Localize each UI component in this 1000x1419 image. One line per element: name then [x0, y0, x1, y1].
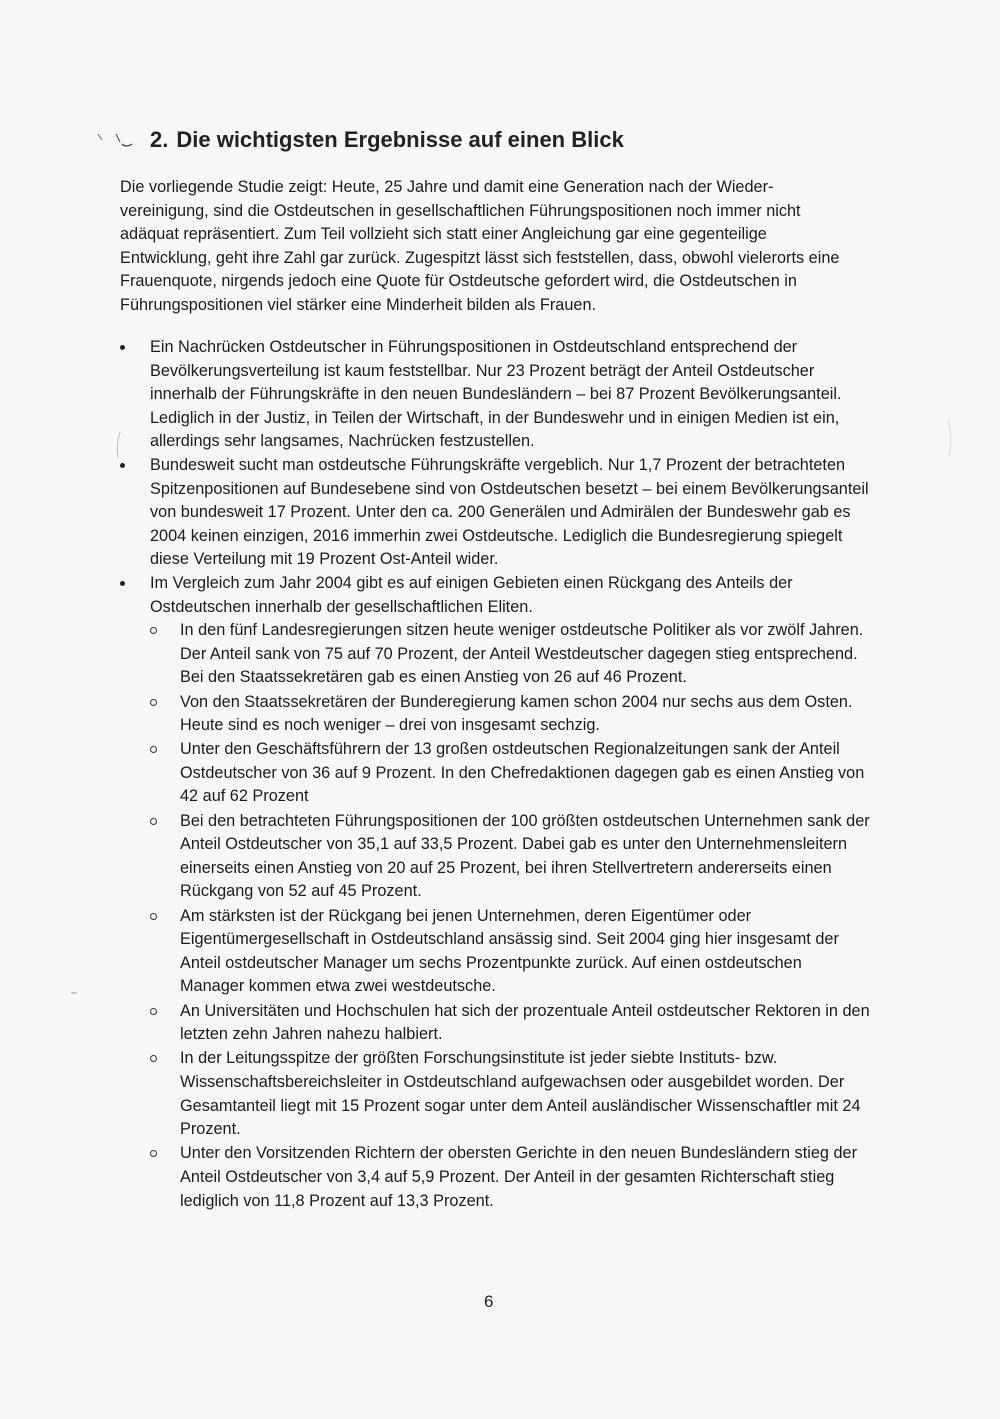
bullet-dot-icon: [120, 581, 125, 586]
scan-smudge-mark: [944, 418, 956, 458]
finding-text: Ein Nachrücken Ostdeutscher in Führungspositionen in Ostdeutschland entsprechend der Bevölkerungsverteilung ist kaum feststellbar. Nur 23 Prozent beträgt der Anteil Ostdeutscher innerhalb der Führungskräfte in den neuen Bundesländern – bei 87 Prozent Bevölkerungsanteil. Lediglich in der Justiz, in Teilen der Wirtschaft, in der Bundeswehr und in einigen Medien ist ein, allerdings sehr langsames, Nachrücken festzustellen.: [150, 338, 842, 451]
intro-paragraph: Die vorliegende Studie zeigt: Heute, 25 Jahre und damit eine Generation nach der Wieder-vereinigung, sind die Ostdeutschen in gesellschaftlichen Führungspositionen noch immer nicht adäquat repräsentiert. Zum Teil vollzieht sich statt einer Angleichung gar eine gegenteilige Entwicklung, geht ihre Zahl gar zurück. Zugespitzt lässt sich feststellen, dass, obwohl vielerorts eine Frauenquote, nirgends jedoch eine Quote für Ostdeutsche gefordert wird, die Ostdeutschen in Führungspositionen viel stärker eine Minderheit bilden als Frauen.: [120, 178, 840, 314]
bullet-circle-icon: [150, 1150, 157, 1157]
bullet-circle-icon: [150, 913, 157, 920]
sub-finding-text: Am stärksten ist der Rückgang bei jenen Unternehmen, deren Eigentümer oder Eigentümergesellschaft in Ostdeutschland ansässig sind. Seit 2004 ging hier insgesamt der Anteil ostdeutscher Manager um sechs Prozentpunkte zurück. Auf einen ostdeutschen Manager kommen etwa zwei westdeutsche.: [180, 906, 839, 996]
sub-finding-item: [150, 738, 870, 809]
bullet-circle-icon: [150, 627, 157, 634]
findings-list: [120, 336, 870, 1214]
sub-finding-text: In der Leitungsspitze der größten Forschungsinstitute ist jeder siebte Instituts- bzw. Wissenschaftsbereichsleiter in Ostdeutschland aufgewachsen oder ausgebildet worden. Der Gesamtanteil liegt mit 15 Prozent sogar unter dem Anteil ausländischer Wissenschaftler mit 24 Prozent.: [180, 1049, 861, 1139]
sub-finding-item: [150, 1047, 870, 1141]
scan-smudge-mark: [112, 430, 124, 460]
sub-finding-item: [150, 1142, 870, 1213]
sub-finding-item: [150, 1000, 870, 1047]
bullet-circle-icon: [150, 699, 157, 706]
sub-finding-text: Unter den Geschäftsführern der 13 großen ostdeutschen Regionalzeitungen sank der Anteil Ostdeutscher von 36 auf 9 Prozent. In den Chefredaktionen dagegen gab es einen Anstieg von 42 auf 62 Prozent: [180, 740, 865, 806]
finding-text: Bundesweit sucht man ostdeutsche Führungskräfte vergeblich. Nur 1,7 Prozent der betrachteten Spitzenpositionen auf Bundesebene sind von Ostdeutschen besetzt – bei einem Bevölkerungsanteil von bundesweit 17 Prozent. Unter den ca. 200 Generälen und Admirälen der Bundeswehr gab es 2004 keinen einzigen, 2016 immerhin zwei Ostdeutsche. Lediglich die Bundesregierung spiegelt diese Verteilung mit 19 Prozent Ost-Anteil wider.: [150, 455, 869, 569]
scan-dot-mark: [70, 990, 78, 996]
sub-finding-item: [150, 691, 870, 738]
bullet-circle-icon: [150, 818, 157, 825]
finding-item: [120, 572, 870, 619]
section-number: 2.: [150, 127, 169, 152]
sub-findings-list: [120, 619, 870, 1213]
finding-item: [120, 336, 870, 454]
finding-item: [120, 454, 870, 572]
finding-text: Im Vergleich zum Jahr 2004 gibt es auf einigen Gebieten einen Rückgang des Anteils der Ostdeutschen innerhalb der gesellschaftlichen Eliten.: [150, 573, 793, 616]
sub-finding-text: Unter den Vorsitzenden Richtern der obersten Gerichte in den neuen Bundesländern stieg der Anteil Ostdeutscher von 3,4 auf 5,9 Prozent. Der Anteil in der gesamten Richterschaft stieg lediglich von 11,8 Prozent auf 13,3 Prozent.: [180, 1144, 858, 1210]
sub-finding-item: [150, 810, 870, 904]
bullet-dot-icon: [120, 463, 125, 468]
bullet-circle-icon: [150, 1055, 157, 1062]
sub-finding-text: In den fünf Landesregierungen sitzen heute weniger ostdeutsche Politiker als vor zwölf Jahren. Der Anteil sank von 75 auf 70 Prozent, der Anteil Westdeutscher dagegen stieg entsprechend. Bei den Staatssekretären gab es einen Anstieg von 26 auf 46 Prozent.: [180, 621, 864, 687]
bullet-circle-icon: [150, 746, 157, 753]
pen-scribble-mark: [96, 128, 144, 152]
sub-finding-text: Bei den betrachteten Führungspositionen der 100 größten ostdeutschen Unternehmen sank der Anteil Ostdeutscher von 35,1 auf 33,5 Prozent. Dabei gab es unter den Unternehmensleitern einerseits einen Anstieg von 20 auf 25 Prozent, bei ihren Stellvertretern andererseits einen Rückgang von 52 auf 45 Prozent.: [180, 811, 870, 901]
sub-findings-container: [120, 619, 870, 1213]
section-heading: [150, 127, 624, 153]
bullet-circle-icon: [150, 1008, 157, 1015]
sub-finding-item: [150, 905, 870, 999]
sub-finding-text: Von den Staatssekretären der Bunderegierung kamen schon 2004 nur sechs aus dem Osten. Heute sind es noch weniger – drei von insgesamt sechzig.: [180, 692, 853, 735]
sub-finding-item: [150, 619, 870, 690]
page-number: 6: [484, 1292, 494, 1311]
bullet-dot-icon: [120, 345, 125, 350]
section-title: Die wichtigsten Ergebnisse auf einen Blick: [176, 127, 624, 152]
sub-finding-text: An Universitäten und Hochschulen hat sich der prozentuale Anteil ostdeutscher Rektoren in den letzten zehn Jahren nahezu halbiert.: [180, 1001, 870, 1044]
